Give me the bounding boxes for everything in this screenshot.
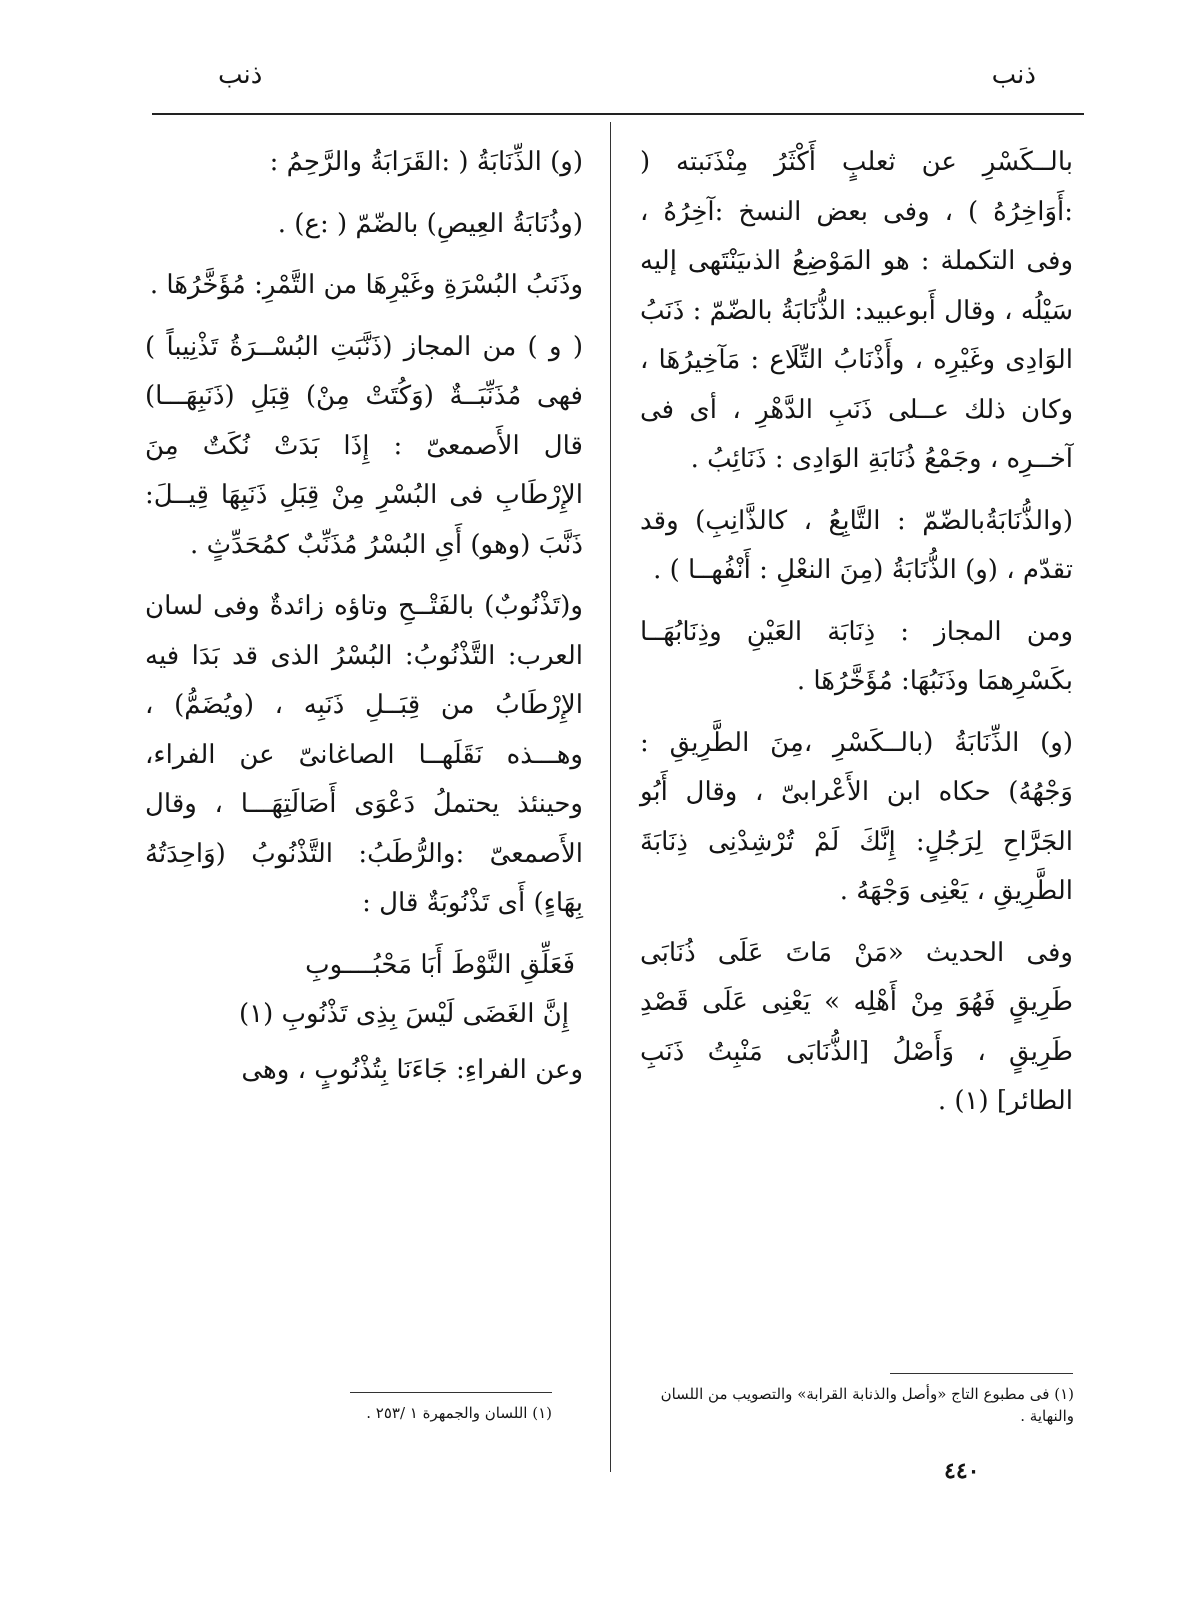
paragraph: بالــكَسْرِ عن ثعلبٍ أَكْثَرُ مِنْذَنَبته ( :أَوَاخِرُهُ ) ، وفى بعض النسخ :آخِرُهُ ، وفى التكملة : هو المَوْضِعُ الذىيَنْتَهى إليه سَيْلُه ، وقال أَبوعبيد: الذُّنَابَةُ بالضّمّ : ذَنَبُ الوَادِى وغَيْرِه ، وأَذْنَابُ التِّلَاع : مَآخِيرُهَا ، وكان ذلك عــلى ذَنَبِ الدَّهْرِ ، أى فى آخــرِه ، وجَمْعُ ذُنَابَةِ الوَادِى : ذَنَائِبُ . [640, 147, 1073, 474]
paragraph: ( و ) من المجاز (ذَنَّبَتِ البُسْــرَةُ تَذْنِيباً ) فهى مُذَنِّبَــةٌ (وَكُتَتْ مِنْ) قِبَلِ (ذَنَبِهَـــا) قال الأَصمعىّ : إِذَا بَدَتْ نُكَتٌ مِنَ الإِرْطَابِ فى البُسْرِ مِنْ قِبَلِ ذَنَبِهَا قِيــلَ: ذَنَّبَ (وهو) أَىِ البُسْرُ مُذَنِّبٌ كمُحَدِّثٍ . [145, 331, 583, 560]
page-number: ٤٤٠ [944, 1458, 980, 1484]
poem-line: فَعَلِّقِ النَّوْطَ أَبَا مَحْبُــــوبِ [305, 949, 575, 980]
footnote-right: (١) فى مطبوع التاج «وأصل والذنابة القرابة» والتصويب من اللسان والنهاية . [660, 1385, 1074, 1425]
paragraph: (والذُّنَابَةُبالضّمّ : التَّابِعُ ، كالذَّانِبِ) وقد تقدّم ، (و) الذُّنَابَةُ (مِنَ النعْلِ : أَنْفُهــا ) . [640, 505, 1073, 585]
paragraph: (وذُنَابَةُ العِيصِ) بالضّمّ ( :ع) . [277, 208, 583, 239]
footnote-rule-right [890, 1373, 1073, 1374]
paragraph: (و) الذِّنَابَةُ ( :القَرَابَةُ والرَّحِمُ : [269, 147, 583, 177]
paragraph: ومن المجاز : ذِنَابَة العَيْنِ وذِنَابُهَــا بكَسْرِهمَا وذَنَبُهَا: مُؤَخَّرُهَا . [640, 616, 1073, 696]
paragraph: وفى الحديث «مَنْ مَاتَ عَلَى ذُنَابَى طَرِيقٍ فَهُوَ مِنْ أَهْلِه » يَعْنِى عَلَى قَصْدِ طَرِيقٍ ، وَأَصْلُ [الذُّنَابَى مَنْبِتُ ذَنَبِ الطائر] (١) . [640, 937, 1073, 1116]
footnote-rule-left [350, 1392, 552, 1393]
paragraph: (و) الذِّنَابَةُ (بالــكَسْرِ ،مِنَ الطَّرِيقِ : وَجْهُهُ) حكاه ابن الأَعْرابىّ ، وقال أَبُو الجَرَّاحِ لِرَجُلٍ: إِنَّكَ لَمْ تُرْشِدْنِى ذِنَابَةَ الطَّرِيقِ ، يَعْنِى وَجْهَهُ . [640, 727, 1073, 906]
running-header-right: ذنب [991, 60, 1036, 90]
paragraph: و(تَذْنُوبٌ) بالفَتْــحِ وتاؤه زائدةٌ وفى لسان العرب: التَّذْنُوبُ: البُسْرُ الذى قد بَدَا فيه الإِرْطَابُ من قِبَــلِ ذَنَبِه ، (ويُضَمُّ) ، وهـــذه نَقَلَهــا الصاغانىّ عن الفراء، وحينئذ يحتملُ دَعْوَى أَصَالَتِهَـــا ، وقال الأَصمعىّ :والرُّطَبُ: التَّذْنُوبُ (وَاحِدَتُهُ بِهَاءٍ) أَى تَذْنُوبَةٌ قال : [145, 591, 583, 918]
column-divider [610, 122, 611, 1472]
poem-verse [145, 941, 583, 1040]
paragraph: وذَنَبُ البُسْرَةِ وغَيْرِهَا من التَّمْرِ: مُؤَخَّرُهَا . [149, 270, 583, 300]
running-header-left: ذنب [218, 60, 263, 90]
footnote-left: (١) اللسان والجمهرة ١ /٢٥٣ . [366, 1404, 552, 1422]
header-rule [152, 113, 1084, 115]
left-column [145, 138, 583, 1107]
right-column [640, 138, 1073, 1139]
closing-line: وعن الفراءِ: جَاءَنَا بِتُذْنُوبٍ ، وهى [241, 1054, 583, 1085]
poem-line: إِنَّ الغَضَى لَيْسَ بِذِى تَذْنُوبِ (١) [239, 999, 569, 1029]
